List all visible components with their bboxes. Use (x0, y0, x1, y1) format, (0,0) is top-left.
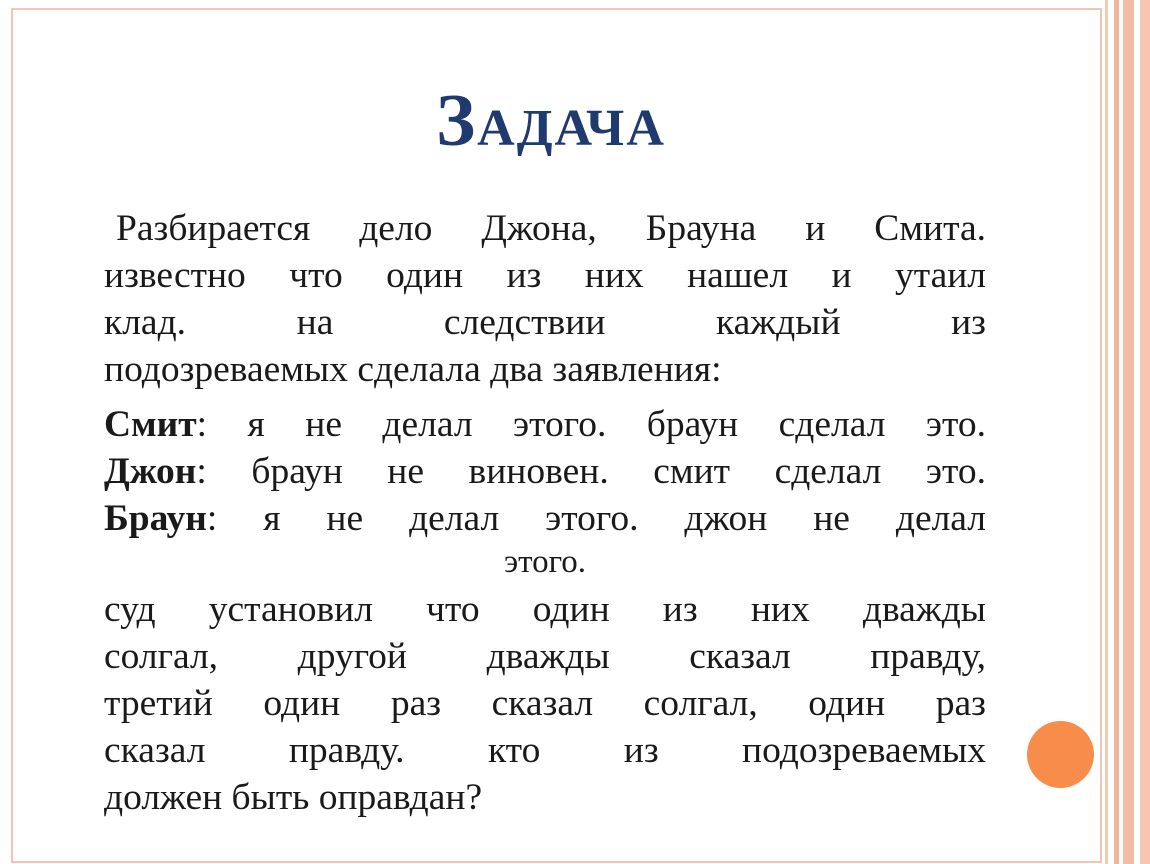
speaker-name: Смит (104, 404, 197, 445)
intro-line: Разбирается дело Джона, Брауна и Смита. (116, 208, 986, 249)
decor-stripe (1140, 0, 1150, 864)
statement-john (104, 448, 986, 495)
speaker-name: Джон (104, 451, 197, 492)
statement-text: : браун не виновен. смит сделал это. (196, 451, 986, 492)
statement-brown (104, 495, 986, 542)
decor-stripe (1123, 0, 1134, 864)
verdict-line: должен быть оправдан? (104, 777, 483, 818)
verdict-line: солгал, другой дважды сказал правду, (104, 636, 986, 677)
decor-stripe (1105, 0, 1108, 864)
intro-line: известно что один из них нашел и утаил (104, 255, 986, 296)
statement-continuation: этого. (503, 544, 587, 580)
intro-line: клад. на следствии каждый из (104, 302, 986, 343)
statement-text: : я не делал этого. браун сделал это. (196, 404, 986, 445)
verdict-line: сказал правду. кто из подозреваемых (104, 730, 986, 771)
speaker-name: Браун (104, 498, 207, 539)
statement-text: : я не делал этого. джон не делал (206, 498, 986, 539)
decor-stripe (1114, 0, 1119, 864)
verdict-line: третий один раз сказал солгал, один раз (104, 683, 986, 724)
decor-circle (1027, 721, 1094, 788)
statement-smith (104, 401, 986, 448)
verdict-line: суд установил что один из них дважды (104, 589, 986, 630)
slide-title: Задача (436, 80, 666, 162)
intro-line: подозреваемых сделала два заявления: (104, 349, 722, 390)
slide-body (104, 205, 986, 821)
